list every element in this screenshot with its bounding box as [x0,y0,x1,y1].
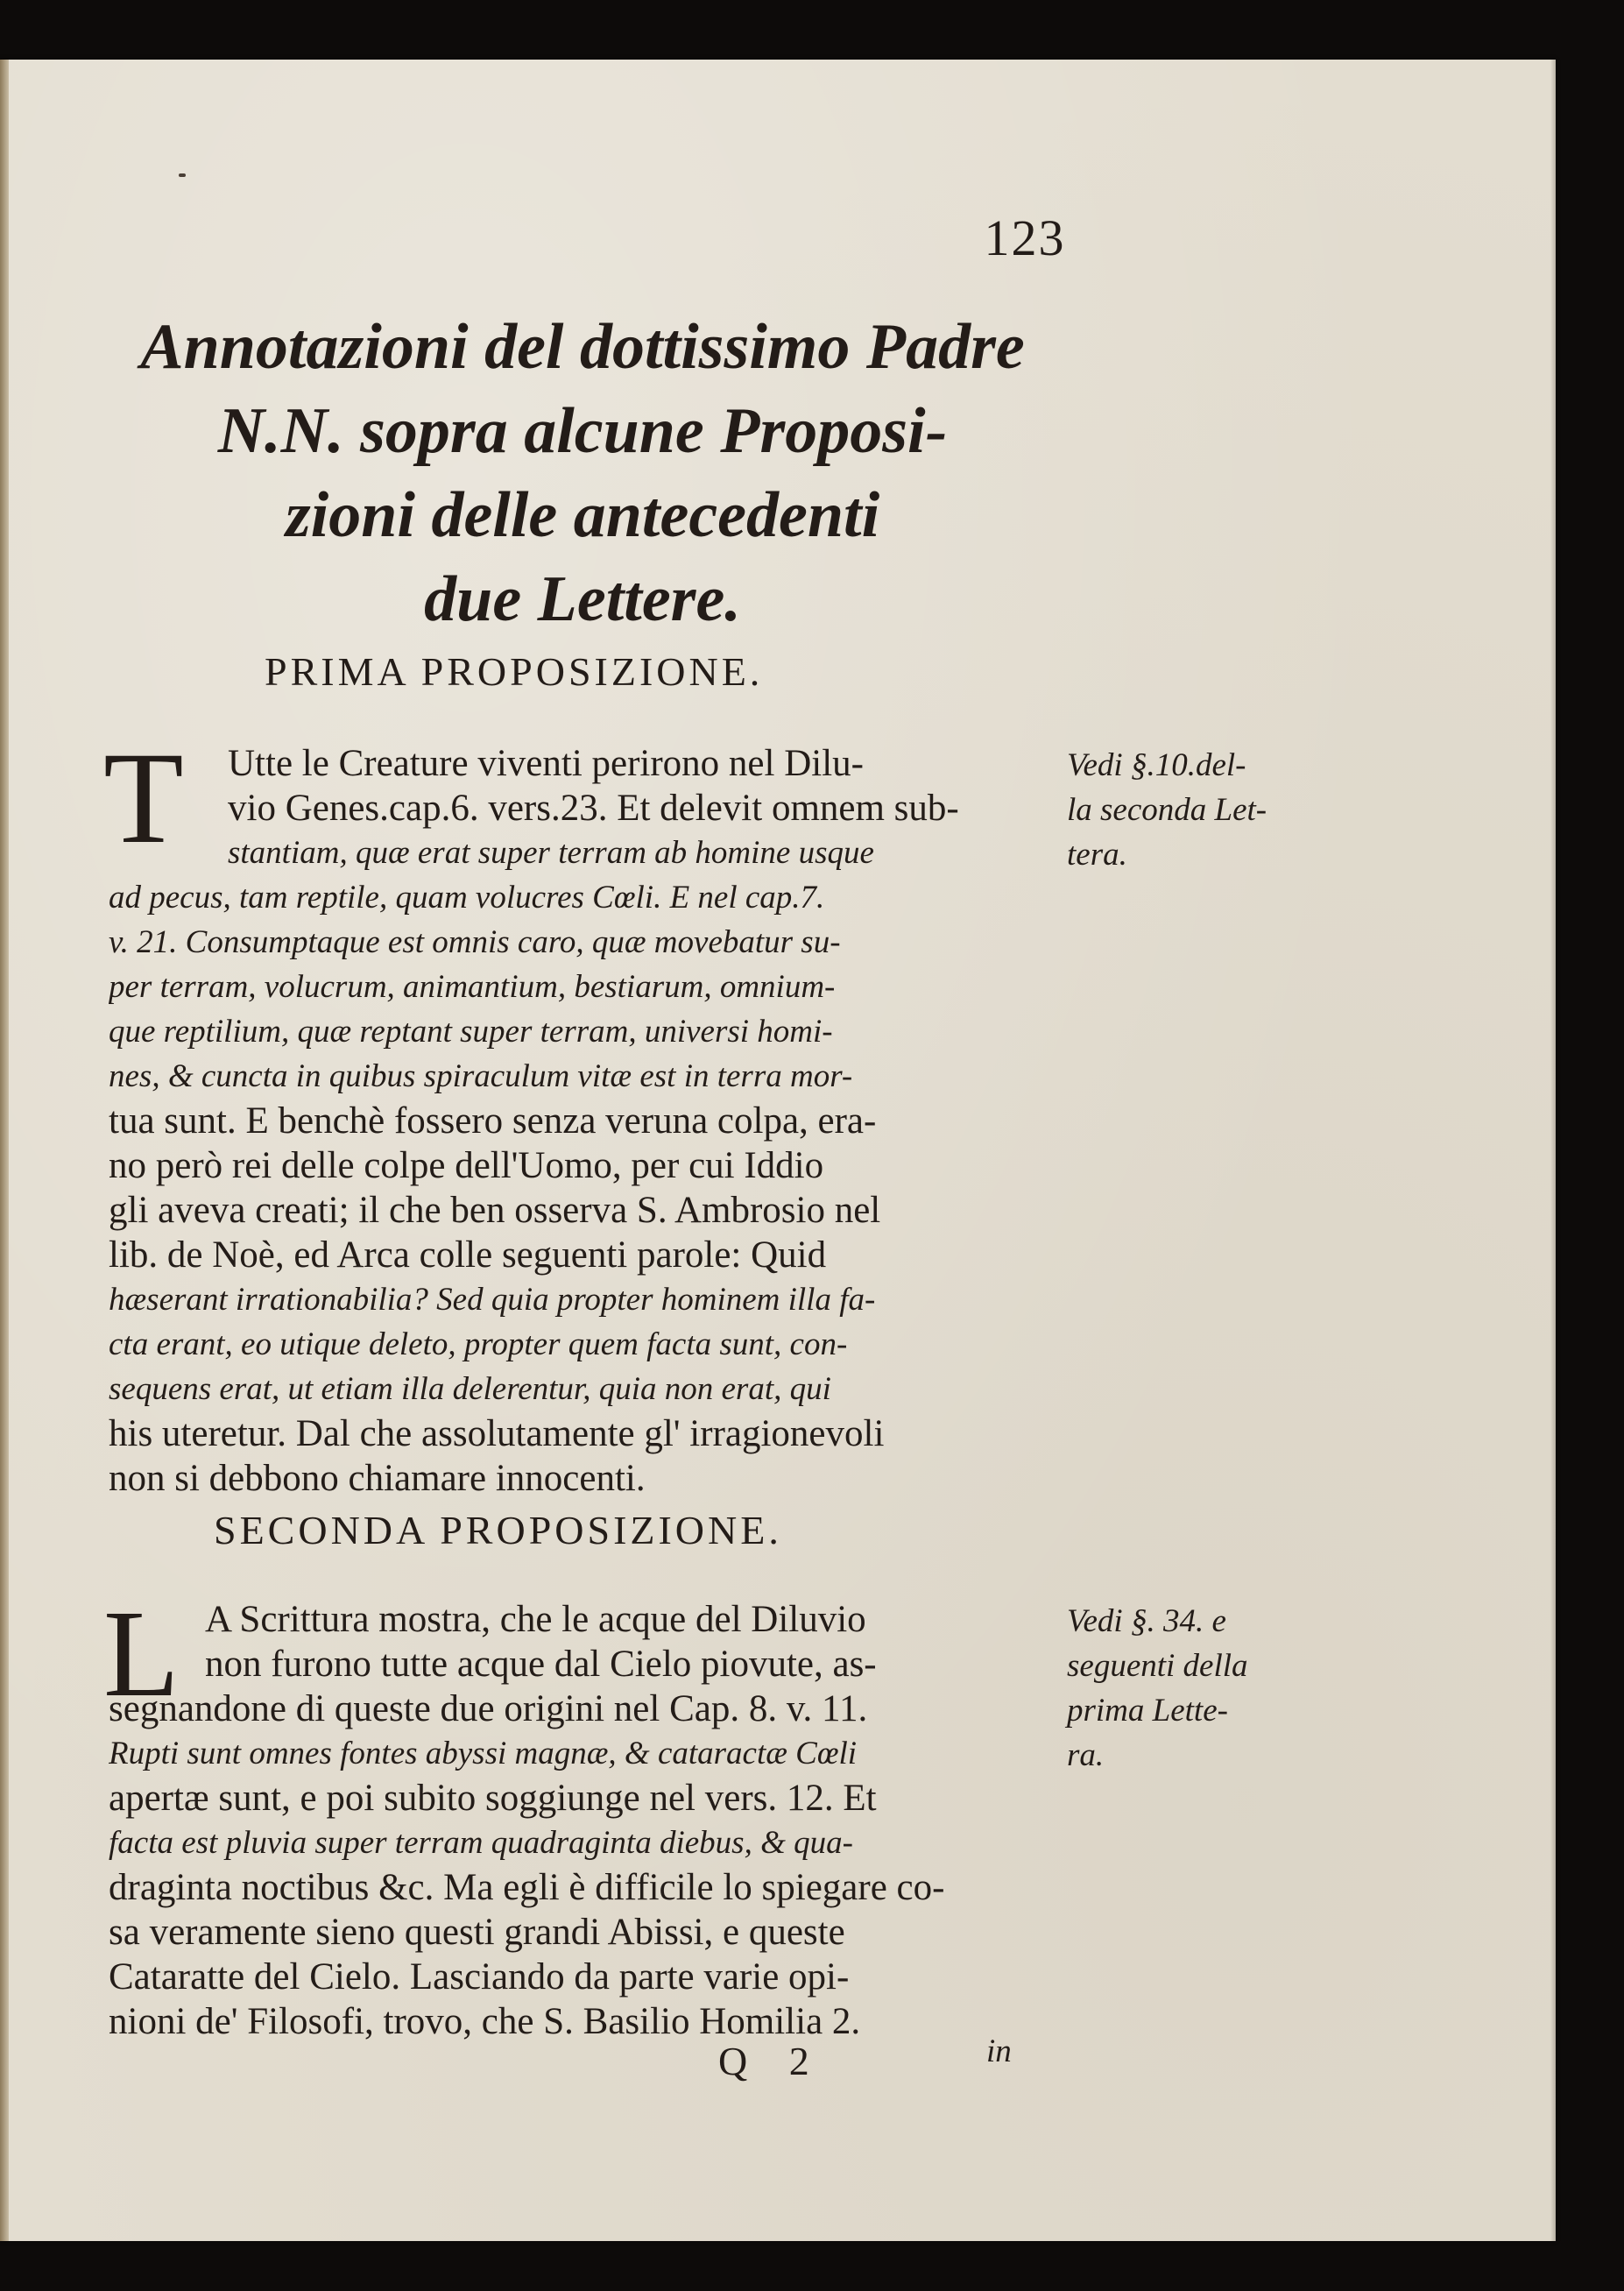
page-shadow [1550,60,1556,2241]
title-line: N.N. sopra alcune Proposi- [217,395,948,467]
ink-spot [179,173,186,177]
page-number: 123 [984,209,1066,266]
text-line: segnandone di queste due origini nel Cap. 8. v. 11. [109,1688,868,1729]
text-line: vio Genes.cap.6. vers.23. Et delevit omnem sub- [228,788,959,829]
text-line: ad pecus, tam reptile, quam volucres Cœli. E nel cap.7. [109,880,825,916]
text-line: per terram, volucrum, animantium, bestiarum, omnium- [109,969,836,1005]
title-line: Annotazioni del dottissimo Padre [140,311,1025,383]
text-line: hæserant irrationabilia? Sed quia propter hominem illa fa- [109,1282,876,1318]
text-line: no però rei delle colpe dell'Uomo, per cui Iddio [109,1145,824,1186]
text-line: sequens erat, ut etiam illa delerentur, quia non erat, qui [109,1371,831,1407]
text-line: stantiam, quæ erat super terram ab homine usque [228,835,874,871]
margin-note-line: tera. [1067,837,1127,873]
drop-cap: T [103,725,184,871]
text-line: cta erant, eo utique deleto, propter quem facta sunt, con- [109,1326,848,1362]
text-line: lib. de Noè, ed Arca colle seguenti parole: Quid [109,1234,827,1276]
margin-note-line: la seconda Let- [1067,792,1267,828]
text-line: Rupti sunt omnes fontes abyssi magnæ, & cataractæ Cœli [109,1736,858,1771]
page-edge [0,60,9,2241]
printer-signature: Q 2 [718,2039,825,2083]
margin-note-line: seguenti della [1067,1648,1248,1684]
text-line: his uteretur. Dal che assolutamente gl' irragionevoli [109,1413,885,1454]
text-line: tua sunt. E benchè fossero senza veruna colpa, era- [109,1100,877,1142]
text-line: que reptilium, quæ reptant super terram, universi homi- [109,1014,833,1050]
text-line: draginta noctibus &c. Ma egli è difficile lo spiegare co- [109,1867,945,1908]
text-line: non si debbono chiamare innocenti. [109,1458,646,1499]
margin-note-line: Vedi §.10.del- [1067,747,1246,783]
page-title [96,305,1069,641]
section-body-seconda [109,1597,1060,2044]
text-line: sa veramente sieno questi grandi Abissi, e queste [109,1912,845,1953]
margin-note-prima [1067,743,1267,877]
text-line: facta est pluvia super terram quadraginta diebus, & qua- [109,1825,853,1861]
catchword: in [986,2033,1012,2069]
text-line: A Scrittura mostra, che le acque del Diluvio [205,1599,866,1640]
section-heading-prima: PRIMA PROPOSIZIONE. [265,649,764,694]
text-line: Cataratte del Cielo. Lasciando da parte varie opi- [109,1956,850,1998]
margin-note-seconda [1067,1599,1248,1778]
title-line: zioni delle antecedenti [285,479,880,551]
section-body-prima [109,741,1060,1501]
text-line: v. 21. Consumptaque est omnis caro, quæ movebatur su- [109,924,841,960]
drop-cap: L [103,1584,180,1722]
text-line: nes, & cuncta in quibus spiraculum vitæ est in terra mor- [109,1058,853,1094]
book-page [0,60,1556,2241]
margin-note-line: ra. [1067,1737,1105,1773]
margin-note-line: prima Lette- [1067,1693,1228,1729]
text-line: gli aveva creati; il che ben osserva S. Ambrosio nel [109,1190,881,1231]
text-line: nioni de' Filosofi, trovo, che S. Basilio Homilia 2. [109,2001,861,2042]
section-heading-seconda: SECONDA PROPOSIZIONE. [214,1508,782,1552]
margin-note-line: Vedi §. 34. e [1067,1603,1226,1639]
text-line: non furono tutte acque dal Cielo piovute, as- [205,1644,877,1685]
title-line: due Lettere. [424,563,741,635]
text-line: Utte le Creature viventi perirono nel Dilu- [228,743,864,784]
text-line: apertæ sunt, e poi subito soggiunge nel vers. 12. Et [109,1778,877,1819]
